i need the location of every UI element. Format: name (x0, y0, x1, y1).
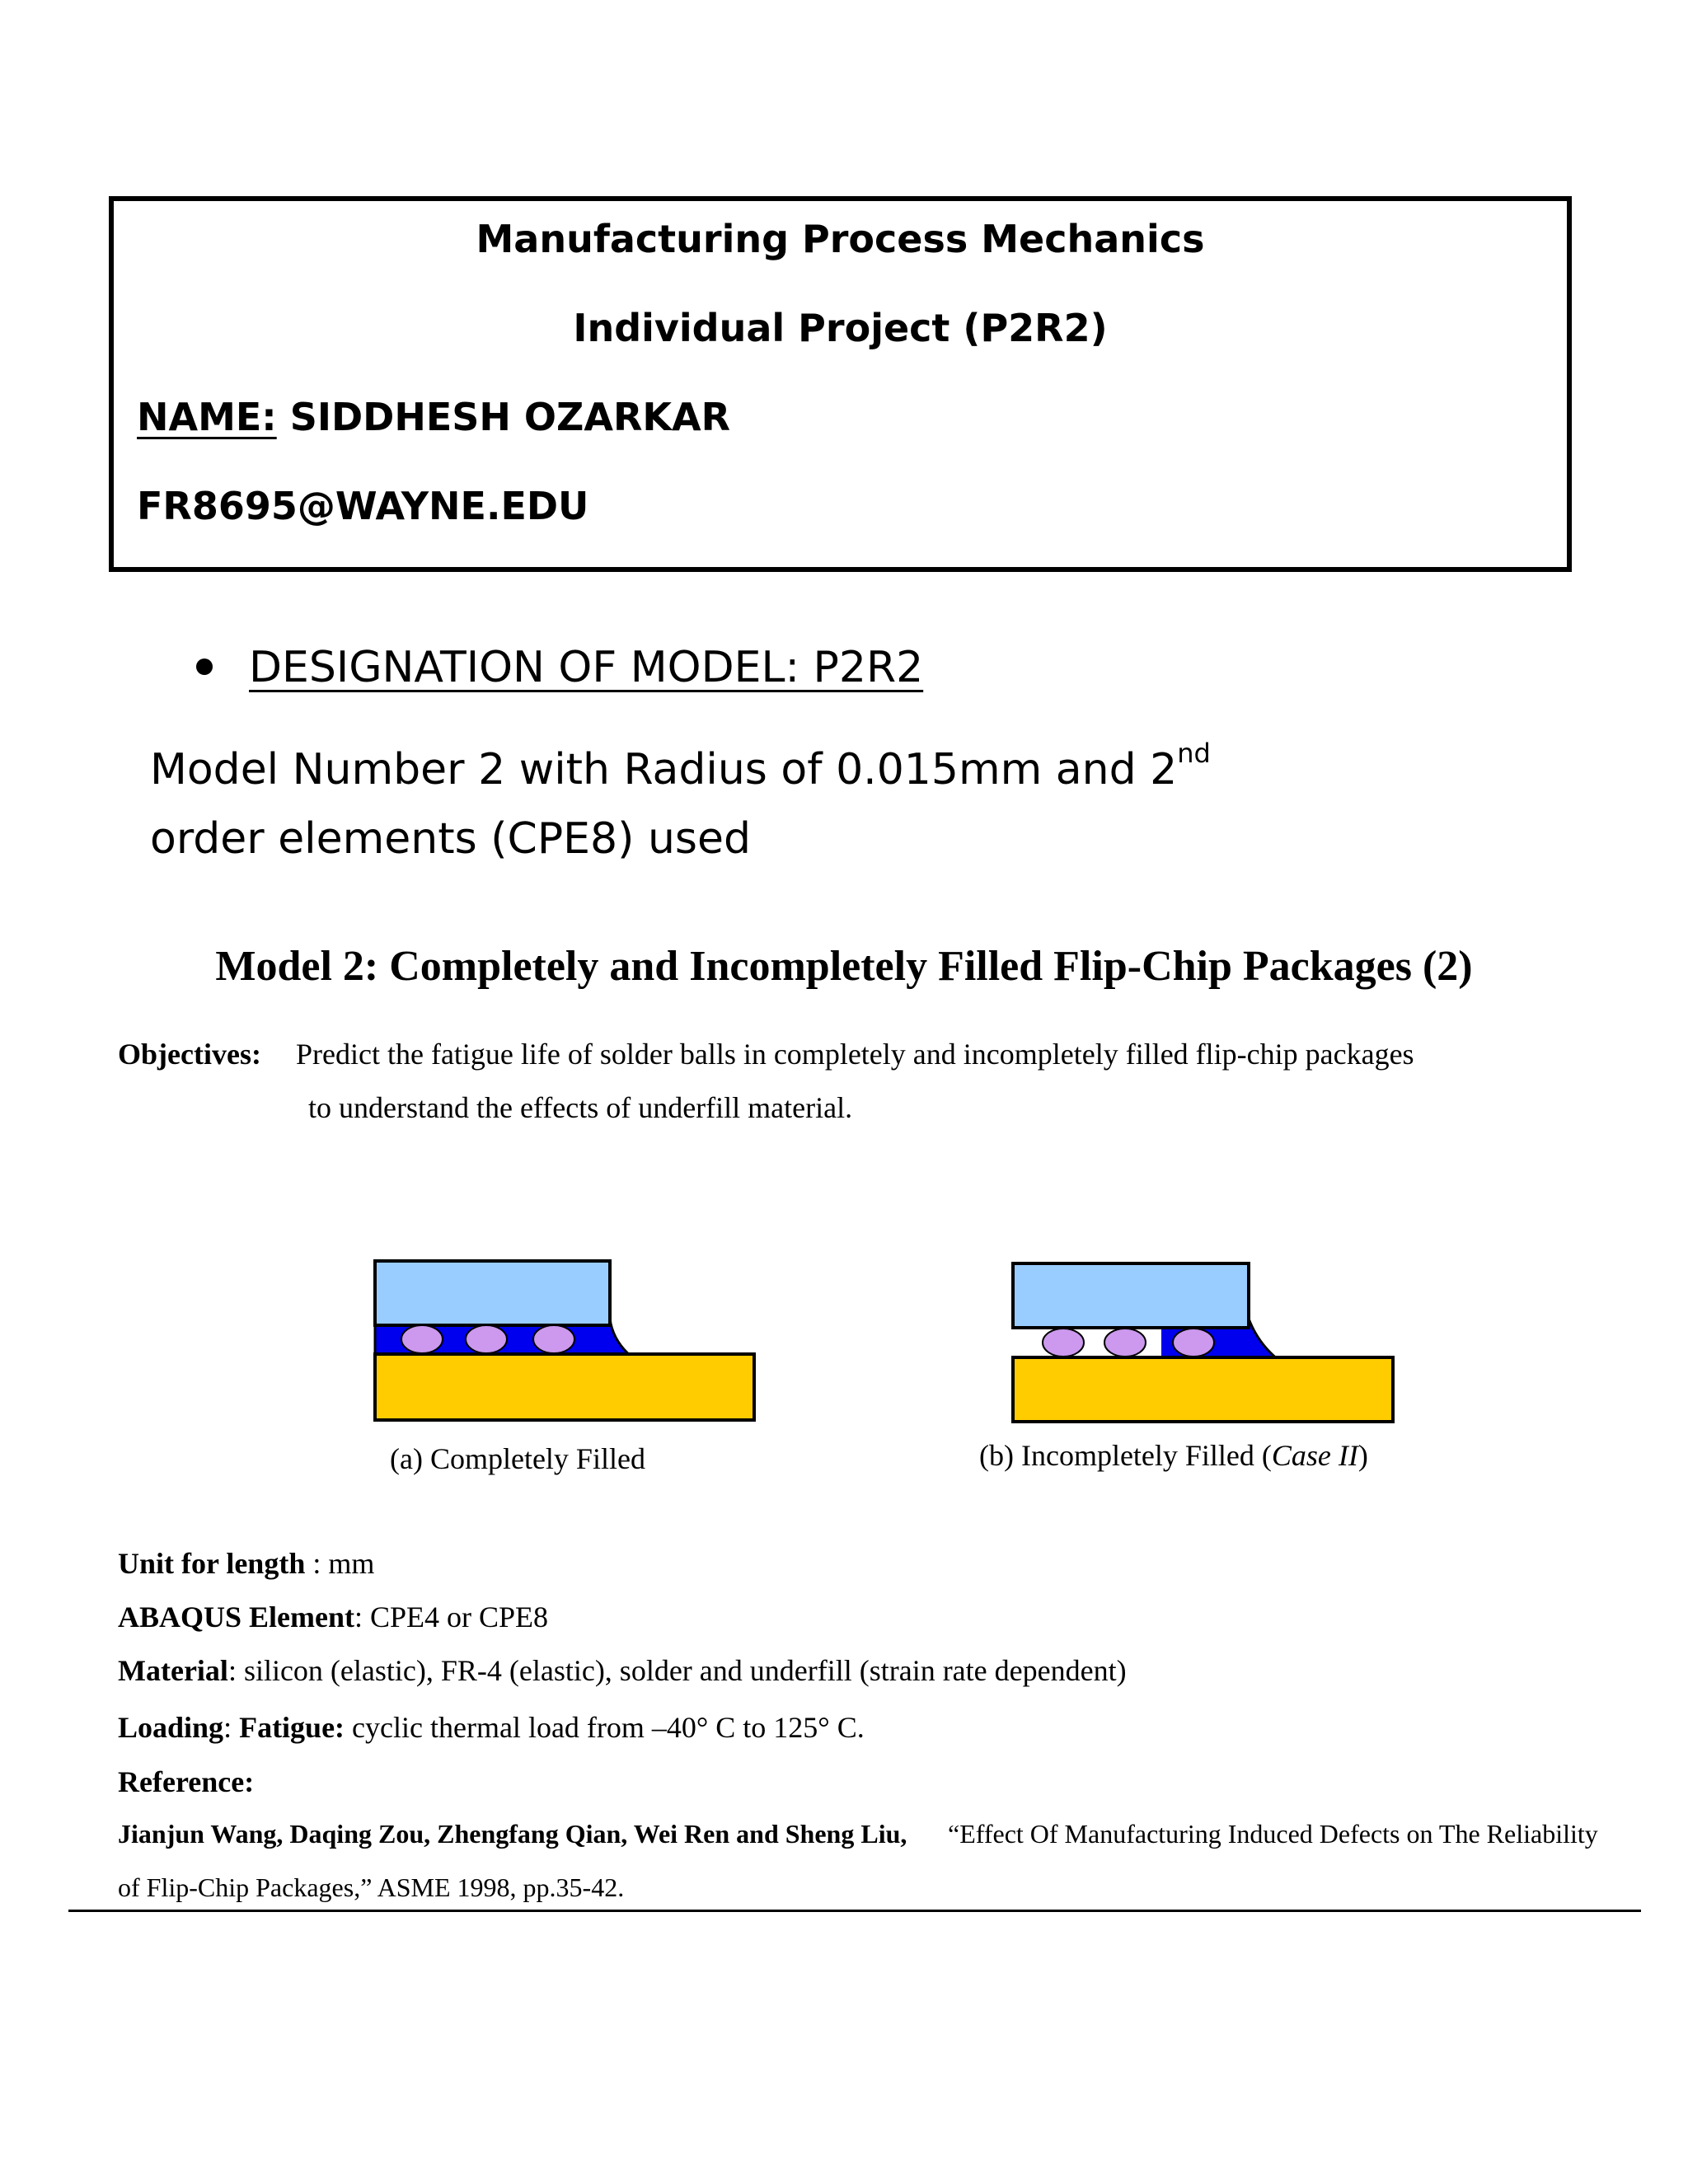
spec-element (118, 1597, 548, 1637)
flip-chip-figure (0, 1236, 1688, 1451)
header-box (109, 196, 1572, 572)
spec-loading-sep: : (223, 1711, 240, 1744)
solder-ball-b3 (1173, 1329, 1214, 1357)
spec-unit-label: Unit for length (118, 1547, 306, 1580)
name-line (137, 394, 730, 440)
spec-loading-value: cyclic thermal load from –40° C to 125° C. (345, 1711, 865, 1744)
spec-unit (118, 1544, 374, 1583)
chip-b (1013, 1263, 1249, 1328)
figure-a-completely-filled (375, 1261, 754, 1420)
solder-ball-a1 (401, 1325, 443, 1353)
spec-element-label: ABAQUS Element (118, 1601, 354, 1633)
objectives-line2: to understand the effects of underfill material. (308, 1091, 853, 1124)
spec-material-value: : silicon (elastic), FR-4 (elastic), solder and underfill (strain rate dependent) (227, 1654, 1127, 1687)
reference-title: “Effect Of Manufacturing Induced Defects on The Reliability (948, 1819, 1598, 1849)
objectives-text1: Predict the fatigue life of solder balls in completely and incompletely filled flip-chip packages (296, 1038, 1414, 1071)
reference-authors: Jianjun Wang, Daqing Zou, Zhengfang Qian, Wei Ren and Sheng Liu, (118, 1819, 907, 1849)
objectives-label: Objectives: (118, 1038, 261, 1071)
caption-a: (a) Completely Filled (390, 1442, 645, 1475)
chip-a (375, 1261, 610, 1325)
reference-line2: of Flip-Chip Packages,” ASME 1998, pp.35-42. (118, 1872, 625, 1902)
reference-label: Reference: (118, 1765, 255, 1798)
objectives-line1 (118, 1034, 1414, 1074)
description-line2: order elements (CPE8) used (150, 814, 751, 864)
name-label: NAME: (137, 395, 277, 439)
description-line1: Model Number 2 with Radius of 0.015mm and 2 (150, 745, 1178, 794)
caption-b (979, 1436, 1368, 1474)
solder-ball-a3 (533, 1325, 574, 1353)
substrate-b (1013, 1357, 1393, 1422)
email: FR8695@WAYNE.EDU (137, 484, 589, 528)
substrate-a (375, 1354, 754, 1420)
caption-b-suffix: ) (1357, 1439, 1368, 1472)
description-superscript: nd (1177, 738, 1211, 769)
name-value: SIDDHESH OZARKAR (289, 395, 731, 439)
solder-ball-a2 (466, 1325, 507, 1353)
spec-fatigue-label: Fatigue: (239, 1711, 345, 1744)
spec-material (118, 1651, 1127, 1690)
model-title: Model 2: Completely and Incompletely Filled Flip-Chip Packages (2) (215, 943, 1473, 990)
spec-loading-label: Loading (118, 1711, 224, 1744)
model-description (150, 735, 1304, 874)
spec-reference (118, 1762, 254, 1802)
spec-element-value: : CPE4 or CPE8 (354, 1601, 549, 1633)
spec-unit-value: : mm (305, 1547, 375, 1580)
divider-line (68, 1910, 1641, 1912)
solder-ball-b2 (1104, 1329, 1146, 1357)
designation-text: DESIGNATION OF MODEL: P2R2 (249, 643, 924, 692)
caption-b-prefix: (b) Incompletely Filled ( (979, 1439, 1272, 1472)
designation-item (196, 641, 923, 694)
figure-b-incompletely-filled (1013, 1263, 1393, 1422)
caption-b-italic: Case II (1271, 1439, 1358, 1472)
spec-material-label: Material (118, 1654, 228, 1687)
course-title: Manufacturing Process Mechanics (476, 217, 1205, 261)
project-title: Individual Project (P2R2) (573, 306, 1108, 350)
bullet-icon (196, 658, 213, 675)
spec-loading (118, 1708, 865, 1747)
solder-ball-b1 (1043, 1329, 1084, 1357)
